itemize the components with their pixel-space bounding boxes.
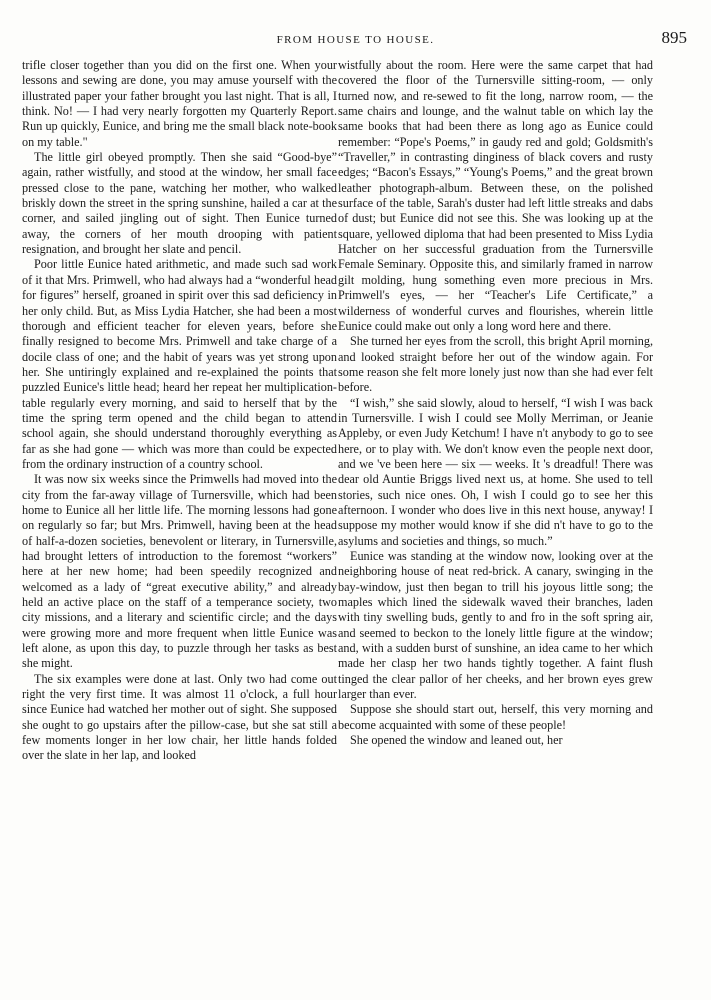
right-column — [338, 58, 653, 748]
paragraph: Eunice was standing at the window now, looking over at the neighboring house of neat red-brick. A canary, swinging in the bay-window, just then began to trill his joyous little song; the maples which lined the sidewalk waved their branches, laden with tiny swelling buds, gently to and fro in the soft spring air, and seemed to beckon to the lonely little figure at the window; and, with a sudden burst of sunshine, an idea came to her which made her clasp her two hands tightly together. A faint flush tinged the clear pallor of her cheeks, and her brown eyes grew larger than ever. — [338, 549, 653, 702]
paragraph: The little girl obeyed promptly. Then she said “Good-bye” again, rather wistfully, and stood at the window, her small face pressed close to the pane, watching her mother, who walked briskly down the street in the spring sunshine, hailed a car at the corner, and sailed jingling out of sight. Then Eunice turned away, the corners of her mouth drooping with patient resignation, and brought her slate and pencil. — [22, 150, 337, 257]
paragraph: wistfully about the room. Here were the same carpet that had covered the floor of the Turnersville sitting-room, — only turned now, and re-sewed to fit the long, narrow room, — the same chairs and lounge, and the walnut table on which lay the same books that had been there as long ago as Eunice could remember: “Pope's Poems,” in gaudy red and gold; Goldsmith's “Traveller,” in contrasting dinginess of black covers and rusty edges; “Bacon's Essays,” “Young's Poems,” and the great brown leather photograph-album. Between these, on the polished surface of the table, Sarah's duster had left little streaks and dabs of dust; but Eunice did not see this. She was looking up at the square, yellowed diploma that had been presented to Miss Lydia Hatcher on her successful graduation from the Turnersville Female Seminary. Opposite this, and similarly framed in narrow gilt molding, hung something even more precious in Mrs. Primwell's eyes, — her “Teacher's Life Certificate,” a wilderness of wonderful curves and flourishes, wherein little Eunice could make out only a long word here and there. — [338, 58, 653, 333]
paragraph: It was now six weeks since the Primwells had moved into the city from the far-away village of Turnersville, which had been home to Eunice all her little life. The morning lessons had gone on regularly so far; but Mrs. Primwell, having been at the head of half-a-dozen societies, benevolent or literary, in Turnersville, had brought letters of introduction to the foremost “workers” here at her new home; had been speedily recognized and welcomed as a lady of “great executive ability,” and already held an active place on the staff of a temperance society, two city missions, and a literary and scientific circle; and the days were growing more and more frequent when little Eunice was left alone, as upon this day, to puzzle through her tasks as best she might. — [22, 472, 337, 671]
paragraph: The six examples were done at last. Only two had come out right the very first time. It was almost 11 o'clock, a full hour since Eunice had watched her mother out of sight. She supposed she ought to go upstairs after the pillow-case, but she sat still a few moments longer in her low chair, her little hands folded over the slate in her lap, and looked — [22, 671, 337, 763]
left-column — [22, 58, 337, 764]
paragraph: “I wish,” she said slowly, aloud to herself, “I wish I was back in Turnersville. I wish I could see Molly Merriman, or Jeanie Appleby, or even Judy Ketchum! I have n't anybody to go to see here, or to play with. We don't know even the people next door, and we 've been here — six — weeks. It 's dreadful! There was dear old Auntie Briggs lived next us, at home. She used to tell stories, such nice ones. Oh, I wish I could go to see her this afternoon. I wonder who does live in this next house, anyway! I suppose my mother would know if she did n't have to go to the asylums and societies and things, so much.” — [338, 395, 653, 548]
running-head: FROM HOUSE TO HOUSE. — [276, 34, 435, 46]
page-number: 895 — [661, 28, 687, 47]
paragraph: Poor little Eunice hated arithmetic, and made such sad work of it that Mrs. Primwell, who had always had a “wonderful head for figures” herself, groaned in spirit over this sad deficiency in her only child. But, as Miss Lydia Hatcher, she had been a most thorough and efficient teacher for eleven years, before she finally resigned to become Mrs. Primwell and take charge of a docile class of one; and the habit of years was yet strong upon her. She untiringly explained and re-explained the points that puzzled Eunice's little head; heard her repeat her multiplication-table regularly every morning, and said to herself that by the time the spring term opened and the child began to attend school again, she should understand thoroughly everything as far as she had gone — which was more than could be expected from the ordinary instruction of a country school. — [22, 257, 337, 471]
paragraph: trifle closer together than you did on the first one. When your lessons and sewing are done, you may amuse yourself with the illustrated paper your father brought you last night. That is all, I think. No! — I had very nearly forgotten my Quarterly Report. Run up quickly, Eunice, and bring me the small black note-book on my table." — [22, 58, 337, 149]
paragraph: She turned her eyes from the scroll, this bright April morning, and looked straight before her out of the window again. For some reason she felt more lonely just now than she had ever felt before. — [338, 334, 653, 395]
page-header — [22, 30, 689, 52]
paragraph: She opened the window and leaned out, her — [350, 733, 563, 748]
paragraph: Suppose she should start out, herself, this very morning and become acquainted with some of these people! — [338, 702, 653, 732]
